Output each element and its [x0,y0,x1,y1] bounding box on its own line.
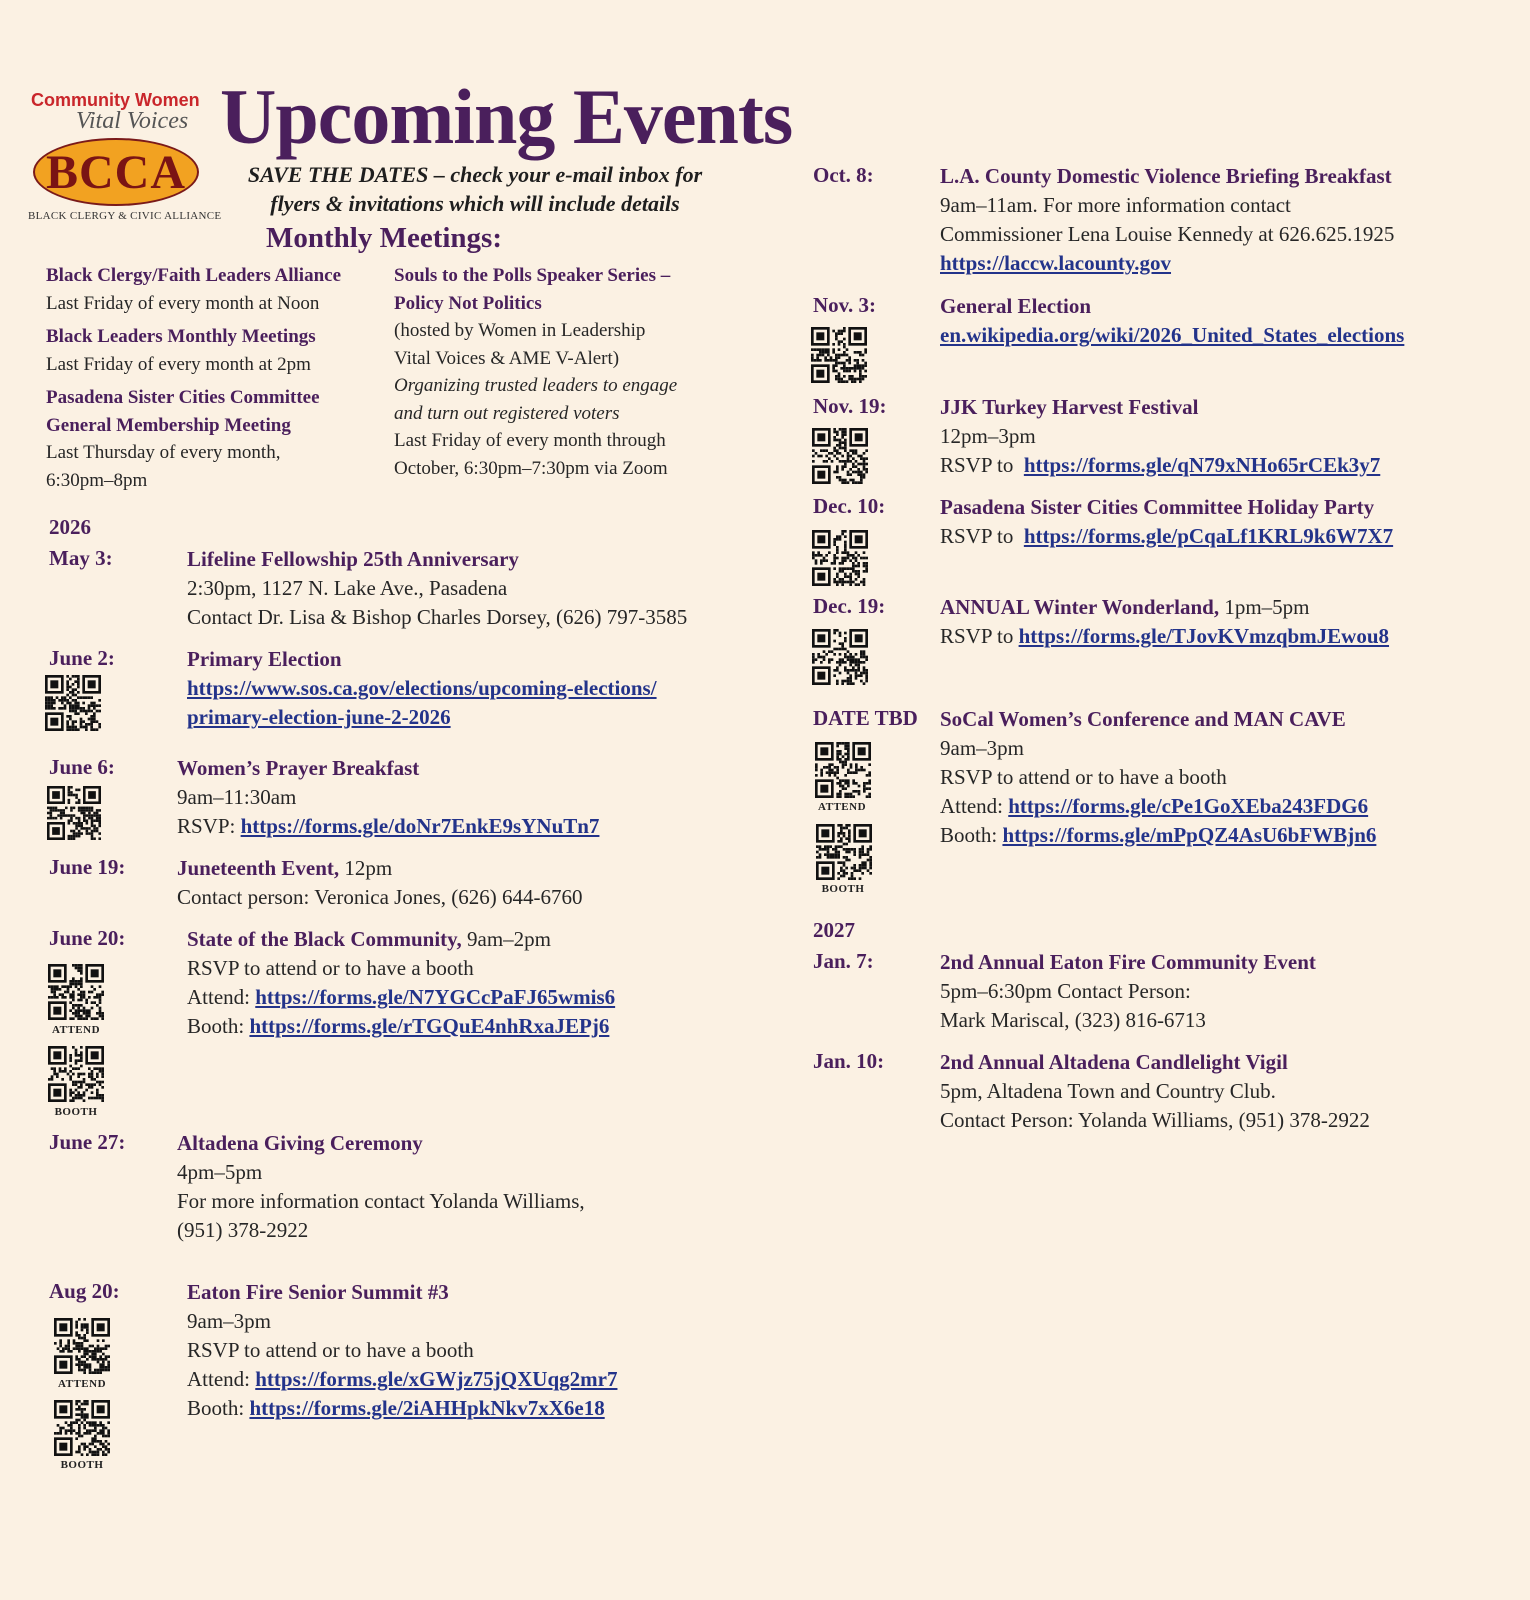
event-title: State of the Black Community, [187,927,462,951]
rsvp-label: RSVP: [177,814,236,838]
save-dates-line1: SAVE THE DATES – check your e-mail inbox for [247,162,703,187]
booth-label: Booth: [940,823,998,847]
event-detail: RSVP to attend or to have a booth [187,1338,474,1362]
event-link[interactable]: primary-election-june-2-2026 [187,705,451,729]
event-title: Juneteenth Event, [177,856,340,880]
event-detail: Mark Mariscal, (323) 816-6713 [940,1008,1206,1032]
event-may3 [187,545,687,632]
event-title: 2nd Annual Altadena Candlelight Vigil [940,1050,1288,1074]
event-june19 [177,854,583,912]
event-aug20 [187,1278,617,1423]
event-oct8 [940,162,1394,278]
qr-code-icon[interactable] [47,786,101,840]
event-title: ANNUAL Winter Wonderland, [940,595,1220,619]
event-title: General Election [940,294,1092,318]
qr-code-icon[interactable] [45,675,101,731]
qr-code-icon[interactable] [815,742,871,798]
event-title: Women’s Prayer Breakfast [177,756,420,780]
attend-link[interactable]: https://forms.gle/xGWjz75jQXUqg2mr7 [255,1367,618,1391]
rsvp-label: RSVP to [940,453,1014,477]
event-date: Jan. 10: [813,1049,885,1073]
attend-label: Attend: [940,794,1003,818]
monthly-left [46,262,341,494]
event-detail: 9am–11:30am [177,785,297,809]
meeting-description: Organizing trusted leaders to engage [394,375,678,396]
logo-org-name: BLACK CLERGY & CIVIC ALLIANCE [28,210,222,222]
logo-oval [33,138,199,206]
event-title: Pasadena Sister Cities Committee Holiday Party [940,495,1375,519]
event-link[interactable]: https://laccw.lacounty.gov [940,251,1172,275]
event-date: June 2: [49,646,115,670]
event-june2 [187,645,657,732]
event-detail: 12pm–3pm [940,424,1036,448]
meeting-title: Policy Not Politics [394,292,542,314]
booth-label: Booth: [187,1014,245,1038]
booth-link[interactable]: https://forms.gle/rTGQuE4nhRxaJEPj6 [249,1014,610,1038]
event-date: June 19: [49,855,126,879]
event-detail: 4pm–5pm [177,1160,263,1184]
event-title: SoCal Women’s Conference and MAN CAVE [940,707,1346,731]
bcca-logo [28,88,222,228]
event-detail: Commissioner Lena Louise Kennedy at 626.625.1925 [940,222,1395,246]
qr-attend-label: ATTEND [817,801,867,813]
event-date: Aug 20: [49,1279,120,1303]
event-date: Jan. 7: [813,949,874,973]
event-detail: RSVP to attend or to have a booth [187,956,474,980]
rsvp-label: RSVP to [940,524,1014,548]
event-title: Lifeline Fellowship 25th Anniversary [187,547,519,571]
event-time: 9am–2pm [467,927,551,951]
meeting-host: Vital Voices & AME V-Alert) [394,347,620,369]
event-detail: 9am–11am. For more information contact [940,193,1291,217]
event-date: May 3: [49,546,113,570]
meeting-title: General Membership Meeting [46,414,291,436]
event-jan10 [940,1048,1370,1135]
logo-vital-voices: Vital Voices [76,108,189,134]
event-date: June 6: [49,755,115,779]
attend-label: Attend: [187,985,250,1009]
event-detail: Contact Dr. Lisa & Bishop Charles Dorsey, (626) 797-3585 [187,605,688,629]
qr-code-icon[interactable] [48,1046,104,1102]
qr-booth-label: BOOTH [821,883,865,895]
event-title: 2nd Annual Eaton Fire Community Event [940,950,1316,974]
event-link[interactable]: en.wikipedia.org/wiki/2026_United_States_elections [940,323,1405,347]
event-title: Altadena Giving Ceremony [177,1131,423,1155]
event-date: Nov. 19: [813,394,887,418]
event-link[interactable]: https://forms.gle/qN79xNHo65rCEk3y7 [1023,453,1381,477]
qr-attend-label: ATTEND [57,1378,107,1390]
meeting-when: October, 6:30pm–7:30pm via Zoom [394,457,668,479]
event-dec10 [940,493,1393,551]
event-date: Oct. 8: [813,163,874,187]
event-date: Dec. 10: [813,494,886,518]
attend-link[interactable]: https://forms.gle/N7YGCcPaFJ65wmis6 [255,985,616,1009]
attend-link[interactable]: https://forms.gle/cPe1GoXEba243FDG6 [1008,794,1369,818]
event-date: June 27: [49,1130,126,1154]
meeting-description: and turn out registered voters [394,402,620,424]
attend-label: Attend: [187,1367,250,1391]
event-date: Dec. 19: [813,594,886,618]
booth-link[interactable]: https://forms.gle/2iAHHpkNkv7xX6e18 [249,1396,605,1420]
event-jan7 [940,948,1316,1035]
event-title: L.A. County Domestic Violence Briefing Breakfast [940,164,1392,188]
qr-code-icon[interactable] [812,530,868,586]
event-date: Nov. 3: [813,293,876,317]
event-nov3 [940,292,1404,350]
year-2026: 2026 [49,515,91,539]
event-date: June 20: [49,926,126,950]
event-june27 [177,1129,585,1245]
booth-label: Booth: [187,1396,245,1420]
page-title: Upcoming Events [220,73,793,160]
qr-attend-label: ATTEND [51,1024,101,1036]
save-the-dates [240,160,710,218]
qr-code-icon[interactable] [816,824,872,880]
meeting-when: Last Friday of every month at Noon [46,292,320,314]
meeting-title: Souls to the Polls Speaker Series – [394,265,671,286]
logo-community-women: Community Women [31,90,200,110]
qr-code-icon[interactable] [48,964,104,1020]
event-link[interactable]: https://www.sos.ca.gov/elections/upcoming-elections/ [187,676,657,700]
meeting-host: (hosted by Women in Leadership [394,320,646,341]
event-nov19 [940,393,1380,480]
event-detail: (951) 378-2922 [177,1218,309,1242]
event-date: DATE TBD [813,706,918,730]
monthly-right [394,262,677,482]
meeting-title: Black Leaders Monthly Meetings [46,326,316,347]
qr-code-icon[interactable] [812,629,868,685]
qr-booth-label: BOOTH [54,1106,98,1118]
booth-link[interactable]: https://forms.gle/mPpQZ4AsU6bFWBjn6 [1002,823,1377,847]
event-title: JJK Turkey Harvest Festival [940,395,1199,419]
event-dec19 [940,593,1389,651]
event-detail: Contact person: Veronica Jones, (626) 644-6760 [177,885,583,909]
event-detail: For more information contact Yolanda Williams, [177,1189,585,1213]
year-2027: 2027 [813,918,855,942]
meeting-title: Black Clergy/Faith Leaders Alliance [46,265,342,286]
event-detail: Contact Person: Yolanda Williams, (951) 378-2922 [940,1108,1370,1132]
logo-acronym: BCCA [45,145,186,199]
event-link[interactable]: https://forms.gle/doNr7EnkE9sYNuTn7 [240,814,600,838]
event-detail: 5pm–6:30pm Contact Person: [940,979,1191,1003]
meeting-title: Pasadena Sister Cities Committee [46,387,320,408]
event-detail: 5pm, Altadena Town and Country Club. [940,1079,1276,1103]
meeting-when: Last Friday of every month through [394,430,666,451]
rsvp-label: RSVP to [940,624,1014,648]
event-tbd [940,705,1376,850]
qr-code-icon[interactable] [54,1400,110,1456]
meeting-when: 6:30pm–8pm [46,469,148,491]
event-title: Primary Election [187,647,342,671]
event-time: 12pm [344,856,393,880]
event-detail: RSVP to attend or to have a booth [940,765,1227,789]
event-detail: 9am–3pm [187,1309,271,1333]
monthly-meetings-heading: Monthly Meetings: [266,222,502,254]
event-link[interactable]: https://forms.gle/TJovKVmzqbmJEwou8 [1018,624,1390,648]
save-dates-line2: flyers & invitations which will include details [270,191,680,216]
event-title: Eaton Fire Senior Summit #3 [187,1280,449,1304]
event-june20 [187,925,615,1041]
qr-booth-label: BOOTH [60,1459,104,1471]
event-time: 1pm–5pm [1224,595,1310,619]
event-link[interactable]: https://forms.gle/pCqaLf1KRL9k6W7X7 [1023,524,1394,548]
event-detail: 9am–3pm [940,736,1024,760]
meeting-when: Last Thursday of every month, [46,442,281,463]
qr-code-icon[interactable] [812,428,868,484]
qr-code-icon[interactable] [54,1318,110,1374]
meeting-when: Last Friday of every month at 2pm [46,353,311,375]
event-detail: 2:30pm, 1127 N. Lake Ave., Pasadena [187,576,508,600]
event-june6 [177,754,599,841]
qr-code-icon[interactable] [811,327,867,383]
